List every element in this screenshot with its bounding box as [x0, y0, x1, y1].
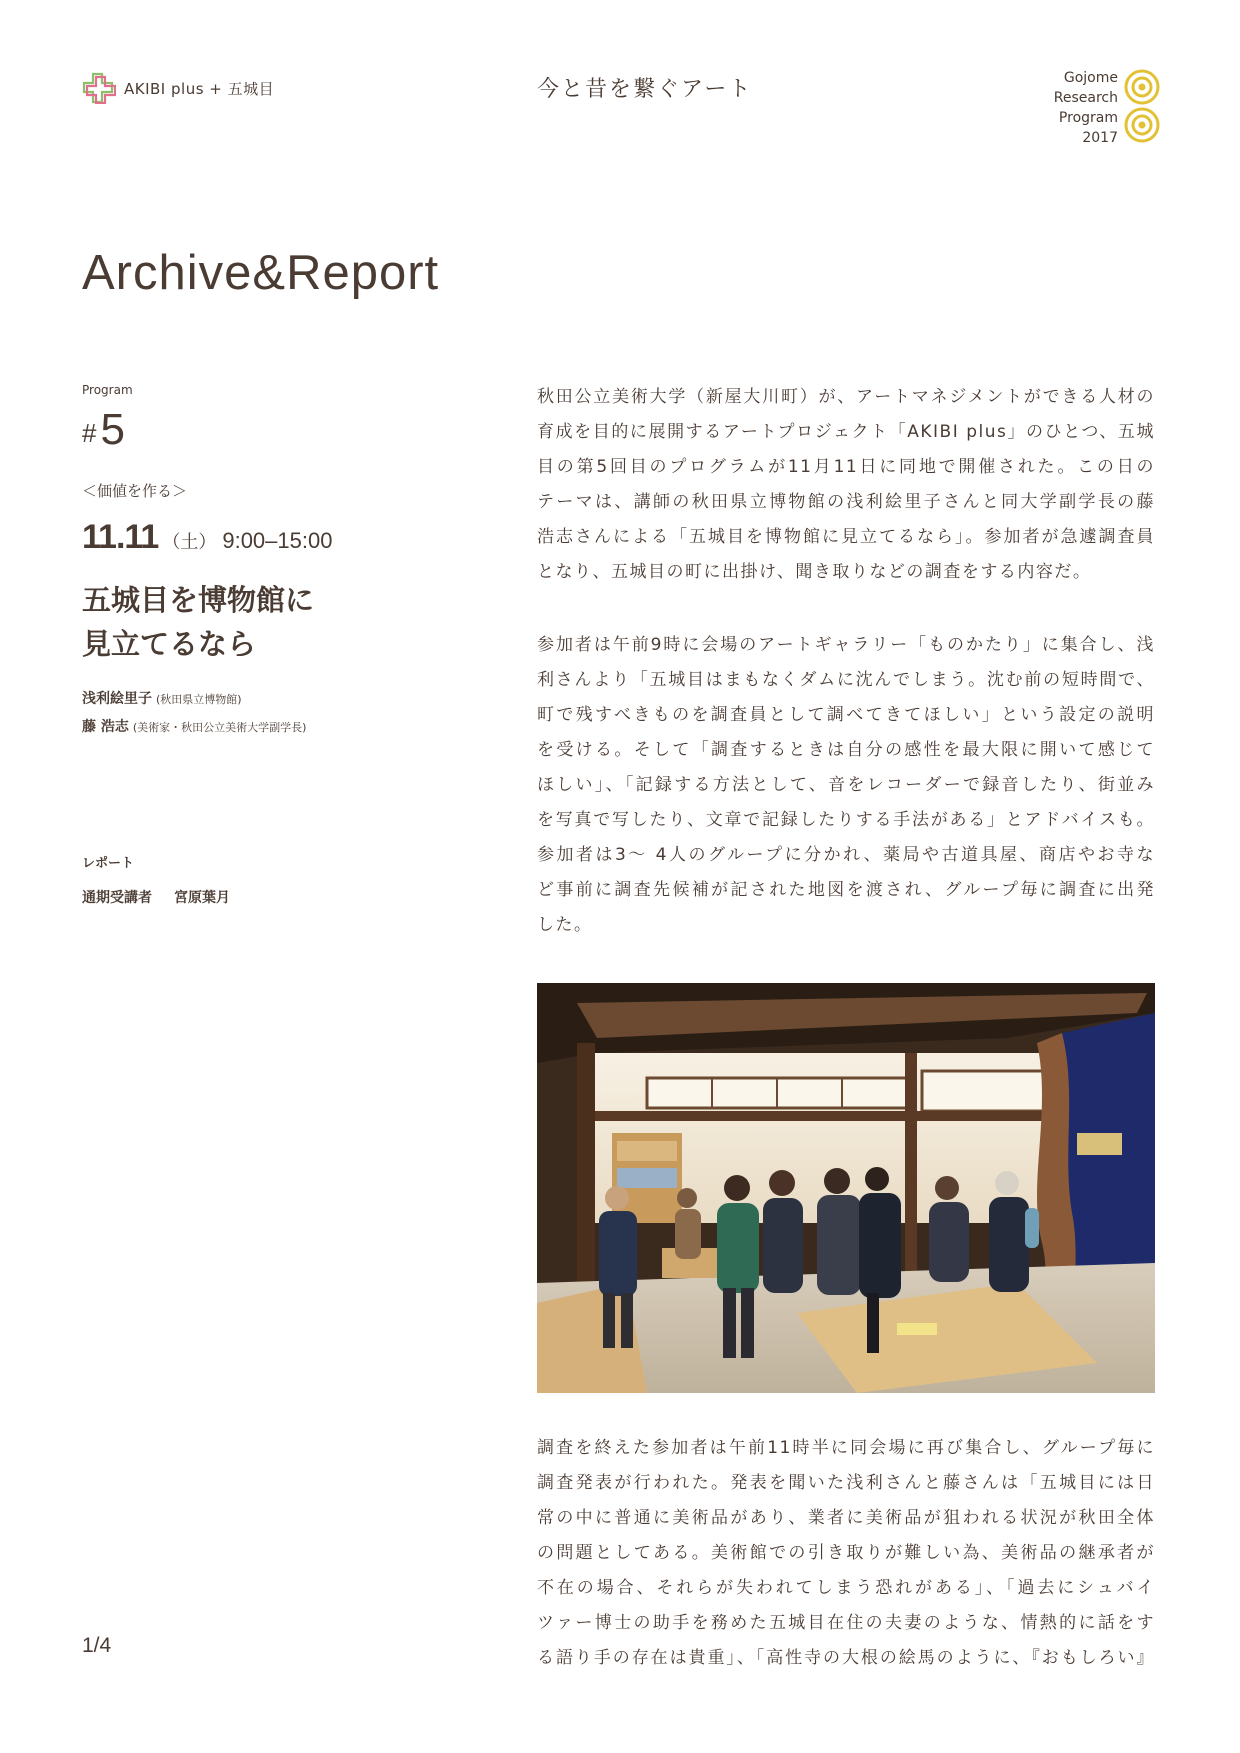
akibi-plus-logo — [82, 72, 274, 104]
workshop-photo — [537, 983, 1155, 1393]
text-line: 参加者は午前9時に会場のアートギャラリー「ものかたり」に集合し、浅 — [537, 635, 1155, 655]
program-name-line: Program — [1058, 110, 1118, 126]
program-label: Program — [82, 383, 133, 397]
program-number-value: 5 — [100, 405, 125, 454]
text-line: 常の中に普通に美術品があり、業者に美術品が狙われる状況が秋田全体 — [537, 1508, 1155, 1528]
lecturer-name: 藤 浩志 — [82, 719, 129, 735]
program-theme: ＜価値を作る＞ — [82, 482, 188, 500]
text-line: 参加者は3～ 4人のグループに分かれ、薬局や古道具屋、商店やお寺な — [537, 845, 1155, 865]
gojome-emblem-icon — [1124, 68, 1164, 148]
text-line: ど事前に調査先候補が記された地図を渡され、グループ毎に調査に出発 — [537, 880, 1155, 900]
program-name-line: Research — [1053, 90, 1118, 106]
logo-text: AKIBI plus + 五城目 — [124, 79, 275, 98]
text-line: した。 — [537, 915, 593, 935]
event-title-line: 五城目を博物館に — [82, 583, 315, 617]
text-line: となり、五城目の町に出掛け、聞き取りなどの調査をする内容だ。 — [537, 562, 1092, 582]
lecturer — [82, 716, 306, 736]
program-hash: # — [82, 418, 97, 448]
event-title — [82, 578, 314, 666]
text-line: の問題としてある。美術館での引き取りが難しい為、美術品の継承者が — [537, 1543, 1155, 1563]
text-line: 不在の場合、それらが失われてしまう恐れがある」、「過去にシュバイ — [537, 1578, 1155, 1598]
paragraph-2 — [537, 628, 1155, 943]
lecturer-name: 浅利絵里子 — [82, 691, 152, 707]
text-line: ほしい」、「記録する方法として、音をレコーダーで録音したり、街並み — [537, 775, 1155, 795]
lecturer — [82, 688, 242, 708]
page-number: 1/4 — [82, 1634, 112, 1657]
text-line: る語り手の存在は貴重」、「高性寺の大根の絵馬のように、『おもしろい』 — [537, 1648, 1155, 1668]
text-line: 利さんより「五城目はまもなくダムに沈んでしまう。沈む前の短時間で、 — [537, 670, 1155, 690]
text-line: ツァー博士の助手を務めた五城目在住の夫妻のような、情熱的に話をす — [537, 1613, 1155, 1633]
event-title-line: 見立てるなら — [82, 627, 257, 661]
event-date — [82, 518, 332, 557]
reporter-name: 宮原葉月 — [174, 890, 230, 906]
lecturer-affiliation: (美術家・秋田公立美術大学副学長) — [132, 721, 307, 734]
event-weekday: （土） — [162, 532, 217, 553]
text-line: を受ける。そして「調査するときは自分の感性を最大限に開いて感じて — [537, 740, 1155, 760]
event-date-value: 11.11 — [82, 518, 159, 556]
text-line: 秋田公立美術大学（新屋大川町）が、アートマネジメントができる人材の — [537, 387, 1155, 407]
program-name-line: Gojome — [1063, 70, 1118, 86]
report-label: レポート — [82, 856, 135, 871]
program-name-line: 2017 — [1082, 130, 1118, 146]
reporter — [82, 887, 230, 907]
text-line: 育成を目的に展開するアートプロジェクト「AKIBI plus」のひとつ、五城 — [537, 422, 1155, 442]
text-line: 浩志さんによる「五城目を博物館に見立てるなら」。参加者が急遽調査員 — [537, 527, 1155, 547]
paragraph-3 — [537, 1431, 1155, 1676]
paragraph-1 — [537, 380, 1155, 590]
reporter-role: 通期受講者 — [82, 890, 152, 906]
program-number — [82, 405, 125, 455]
text-line: テーマは、講師の秋田県立博物館の浅利絵里子さんと同大学副学長の藤 — [537, 492, 1155, 512]
event-time: 9:00–15:00 — [222, 528, 333, 553]
lecturer-affiliation: (秋田県立博物館) — [156, 693, 242, 706]
text-line: 目の第5回目のプログラムが11月11日に同地で開催された。この日の — [537, 457, 1155, 477]
text-line: 調査を終えた参加者は午前11時半に同会場に再び集合し、グループ毎に — [537, 1438, 1155, 1458]
page-title: Archive&Report — [82, 246, 440, 300]
header-title: 今と昔を繋ぐアート — [537, 77, 753, 102]
text-line: 町で残すべきものを調査員として調べてきてほしい」という設定の説明 — [537, 705, 1155, 725]
text-line: を写真で写したり、文章で記録したりする手法がある」とアドバイスも。 — [537, 810, 1155, 830]
text-line: 調査発表が行われた。発表を聞いた浅利さんと藤さんは「五城目には日 — [537, 1473, 1155, 1493]
cross-logo-icon — [82, 72, 116, 104]
program-name — [1054, 68, 1118, 148]
